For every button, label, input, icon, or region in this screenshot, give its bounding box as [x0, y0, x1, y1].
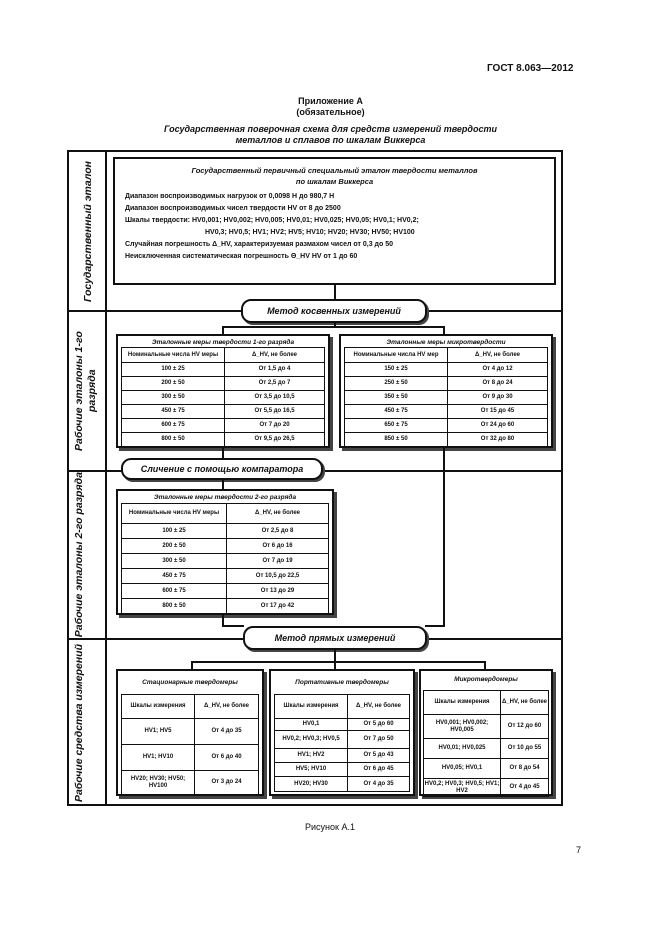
table-cell: HV1; HV2	[275, 749, 348, 763]
table-cell: 100 ± 25	[122, 524, 227, 539]
table-cell: 300 ± 50	[122, 554, 227, 569]
w1-left-table	[121, 347, 325, 447]
method-comparator: Сличение с помощью компаратора	[121, 458, 323, 480]
table-cell: 450 ± 75	[122, 405, 225, 419]
table-cell: От 5 до 43	[348, 749, 410, 763]
micro-title: Микротвердомеры	[454, 676, 518, 683]
w1-right-table	[344, 347, 548, 447]
table-cell: 450 ± 75	[122, 569, 227, 584]
table-cell: 300 ± 50	[122, 391, 225, 405]
connector	[191, 661, 485, 663]
table-cell: 350 ± 50	[345, 391, 448, 405]
table-cell: 250 ± 50	[345, 377, 448, 391]
standard-random-error: Случайная погрешность Δ_HV, характеризуемая размахом чисел от 0,3 до 50	[125, 241, 393, 248]
table-cell: От 12 до 60	[501, 715, 549, 739]
table-cell: 650 ± 75	[345, 419, 448, 433]
table-cell: От 5 до 60	[348, 719, 410, 731]
standard-scales-cont: HV0,3; HV0,5; HV1; HV2; HV5; HV10; HV20; HV30; HV50; HV100	[205, 229, 415, 236]
w1-micro-blocks-box	[339, 334, 553, 448]
col-header-scale: Шкалы измерения	[424, 691, 501, 715]
row-label-state: Государственный эталон	[81, 160, 94, 302]
standard-title-line1: Государственный первичный специальный эталон твердости металлов	[191, 166, 478, 175]
document-code: ГОСТ 8.063—2012	[487, 63, 574, 74]
table-cell: От 4 до 12	[448, 363, 548, 377]
appendix-title: Приложение А	[298, 96, 363, 106]
table-cell: HV0,01; HV0,025	[424, 739, 501, 759]
connector	[334, 285, 336, 299]
stationary-title: Стационарные твердомеры	[142, 679, 238, 686]
col-header-delta: Δ_HV, не более	[225, 348, 325, 363]
page-number: 7	[576, 845, 582, 855]
connector	[222, 448, 224, 458]
table-cell: 600 ± 75	[122, 584, 227, 599]
table-cell: HV0,1	[275, 719, 348, 731]
connector	[334, 661, 336, 669]
micro-table	[423, 690, 549, 797]
col-header-hv: Номинальные числа HV меры	[122, 348, 225, 363]
stationary-hardness-testers-box	[116, 669, 264, 796]
stationary-table	[121, 694, 259, 795]
standard-title-line2: по шкалам Виккерса	[295, 177, 374, 186]
connector	[443, 448, 445, 627]
table-cell: От 4 до 35	[195, 719, 259, 745]
table-cell: От 1,5 до 4	[225, 363, 325, 377]
table-cell: От 8 до 54	[501, 759, 549, 779]
table-cell: От 13 до 29	[227, 584, 329, 599]
w1-hardness-blocks-box	[116, 334, 330, 448]
appendix-heading	[200, 96, 461, 118]
col-header-delta: Δ_HV, не более	[501, 691, 549, 715]
method-indirect: Метод косвенных измерений	[241, 299, 427, 323]
col-header-delta: Δ_HV, не более	[348, 695, 410, 719]
table-cell: HV5; HV10	[275, 763, 348, 777]
col-header-delta: Δ_HV, не более	[448, 348, 548, 363]
table-cell: HV20; HV30	[275, 777, 348, 792]
table-cell: От 10,5 до 22,5	[227, 569, 329, 584]
table-cell: От 10 до 55	[501, 739, 549, 759]
w2-title: Эталонные меры твердости 2-го разряда	[153, 494, 297, 501]
scheme-title-line1: Государственная поверочная схема для средств измерений твердости	[164, 124, 497, 134]
col-header-scale: Шкалы измерения	[275, 695, 348, 719]
table-cell: 150 ± 25	[345, 363, 448, 377]
table-cell: От 32 до 80	[448, 433, 548, 447]
connector	[222, 480, 224, 489]
col-header-delta: Δ_HV, не более	[195, 695, 259, 719]
appendix-subtitle: (обязательное)	[296, 107, 365, 117]
w2-table	[121, 503, 329, 614]
table-cell: От 4 до 45	[501, 779, 549, 797]
table-cell: От 24 до 60	[448, 419, 548, 433]
table-cell: HV1; HV5	[122, 719, 195, 745]
table-cell: HV0,001; HV0,002; HV0,005	[424, 715, 501, 739]
standard-title	[125, 165, 544, 187]
w1-right-title: Эталонные меры микротвердости	[386, 339, 506, 346]
table-cell: От 6 до 16	[227, 539, 329, 554]
connector	[484, 661, 486, 669]
figure-caption: Рисунок А.1	[305, 822, 355, 832]
w1-left-title: Эталонные меры твердости 1-го разряда	[151, 339, 295, 346]
portable-title: Портативные твердомеры	[295, 679, 389, 686]
table-cell: От 7 до 19	[227, 554, 329, 569]
col-header-scale: Шкалы измерения	[122, 695, 195, 719]
standard-scales: Шкалы твердости: HV0,001; HV0,002; HV0,005; HV0,01; HV0,025; HV0,05; HV0,1; HV0,2;	[125, 217, 419, 224]
table-cell: HV20; HV30; HV50; HV100	[122, 771, 195, 795]
table-cell: 200 ± 50	[122, 539, 227, 554]
table-cell: 450 ± 75	[345, 405, 448, 419]
connector	[443, 326, 445, 334]
table-cell: От 7 до 50	[348, 731, 410, 749]
connector	[425, 625, 445, 627]
table-cell: 100 ± 25	[122, 363, 225, 377]
table-cell: От 6 до 40	[195, 745, 259, 771]
table-cell: 800 ± 50	[122, 599, 227, 614]
portable-hardness-testers-box	[269, 669, 415, 796]
col-header-hv: Номинальные числа HV мер	[345, 348, 448, 363]
table-cell: HV0,2; HV0,3; HV0,5; HV1; HV2	[424, 779, 501, 797]
table-cell: 200 ± 50	[122, 377, 225, 391]
row-label-working2: Рабочие эталоны 2-го разряда	[73, 472, 85, 638]
table-cell: От 4 до 35	[348, 777, 410, 792]
portable-table	[274, 694, 410, 792]
connector	[191, 661, 193, 669]
table-cell: От 3,5 до 10,5	[225, 391, 325, 405]
table-cell: 600 ± 75	[122, 419, 225, 433]
row-label-instruments: Рабочие средства измерений	[73, 643, 85, 803]
table-cell: От 9,5 до 26,5	[225, 433, 325, 447]
table-cell: От 7 до 20	[225, 419, 325, 433]
col-header-hv: Номинальные числа HV меры	[122, 504, 227, 524]
table-cell: 850 ± 50	[345, 433, 448, 447]
scheme-title	[90, 124, 571, 146]
connector	[222, 326, 224, 334]
table-cell: От 2,5 до 8	[227, 524, 329, 539]
state-standard-box	[113, 157, 556, 285]
table-cell: От 15 до 45	[448, 405, 548, 419]
table-cell: От 5,5 до 16,5	[225, 405, 325, 419]
method-direct: Метод прямых измерений	[243, 626, 427, 650]
w2-hardness-blocks-box	[116, 489, 334, 615]
scheme-title-line2: металлов и сплавов по шкалам Виккерса	[235, 135, 426, 145]
standard-systematic-error: Неисключенная систематическая погрешность Θ_HV HV от 1 до 60	[125, 253, 358, 260]
table-cell: HV0,2; HV0,3; HV0,5	[275, 731, 348, 749]
col-header-delta: Δ_HV, не более	[227, 504, 329, 524]
table-cell: HV1; HV10	[122, 745, 195, 771]
table-cell: От 2,5 до 7	[225, 377, 325, 391]
table-cell: От 6 до 45	[348, 763, 410, 777]
connector	[222, 625, 244, 627]
table-cell: От 9 до 30	[448, 391, 548, 405]
row-label-working1: Рабочие эталоны 1-го разряда	[73, 331, 98, 451]
connector	[222, 326, 444, 328]
table-cell: HV0,05; HV0,1	[424, 759, 501, 779]
table-cell: От 3 до 24	[195, 771, 259, 795]
micro-hardness-testers-box	[419, 669, 553, 796]
standard-load-range: Диапазон воспроизводимых нагрузок от 0,0098 Н до 980,7 Н	[125, 193, 335, 200]
table-cell: 800 ± 50	[122, 433, 225, 447]
table-cell: От 17 до 42	[227, 599, 329, 614]
table-cell: От 8 до 24	[448, 377, 548, 391]
standard-hardness-range: Диапазон воспроизводимых чисел твердости HV от 8 до 2500	[125, 205, 341, 212]
